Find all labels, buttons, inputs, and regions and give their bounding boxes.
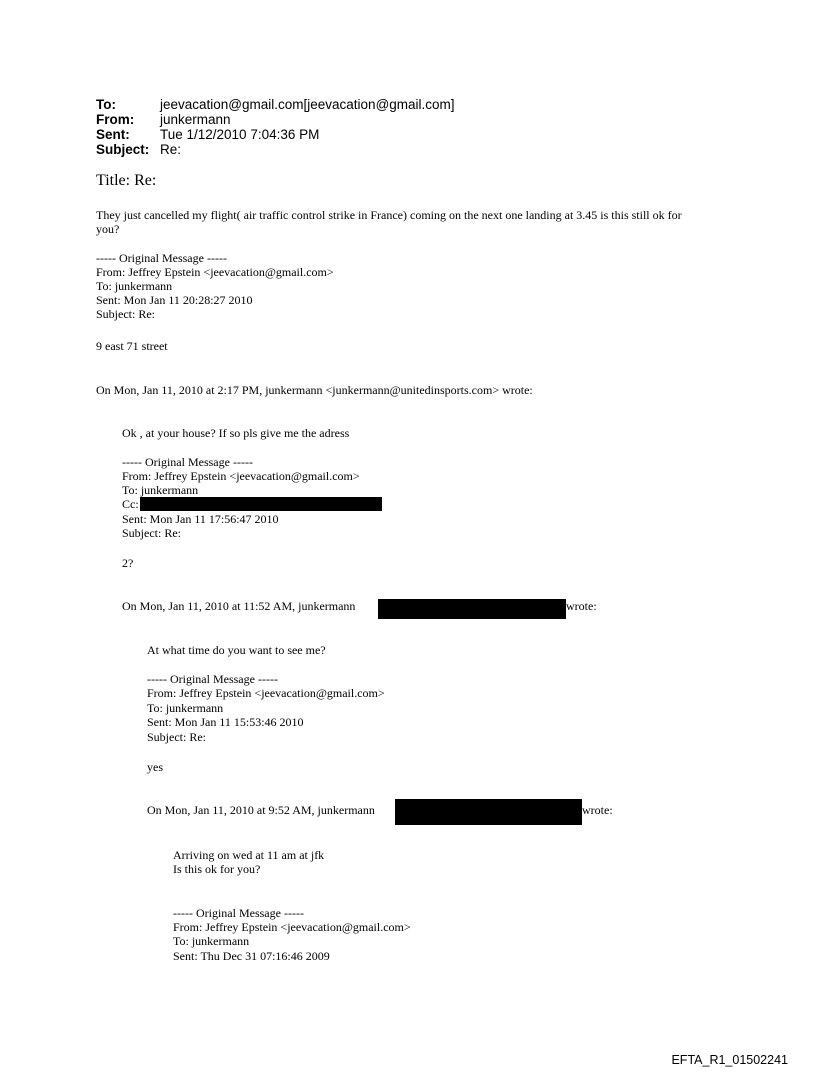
wrote-line-3-prefix: On Mon, Jan 11, 2010 at 9:52 AM, junkermann	[147, 803, 375, 817]
wrote-line-1: On Mon, Jan 11, 2010 at 2:17 PM, junkermann <junkermann@unitedinsports.com> wrote:	[96, 383, 533, 397]
quote2-body: At what time do you want to see me?	[147, 643, 326, 657]
quote3-separator: ----- Original Message -----	[173, 906, 304, 920]
redaction-bar	[140, 497, 382, 511]
header-from-row	[96, 112, 455, 127]
orig1-to: To: junkermann	[96, 279, 173, 293]
wrote-line-3-suffix: wrote:	[582, 803, 613, 817]
quote3-line-2: Is this ok for you?	[173, 862, 261, 876]
quote1-to: To: junkermann	[122, 483, 199, 497]
from-value: junkermann	[160, 112, 231, 127]
subject-value: Re:	[160, 142, 182, 157]
quote2-to: To: junkermann	[147, 701, 224, 715]
sent-label: Sent:	[96, 127, 130, 142]
header-sent-row	[96, 127, 455, 142]
email-header	[96, 97, 455, 157]
quote1-sent: Sent: Mon Jan 11 17:56:47 2010	[122, 512, 279, 526]
subject-label: Subject:	[96, 142, 150, 157]
message-title: Title: Re:	[96, 172, 157, 189]
quote2-from: From: Jeffrey Epstein <jeevacation@gmail.com>	[147, 686, 385, 700]
quote1-body: Ok , at your house? If so pls give me the adress	[122, 426, 350, 440]
wrote-line-2-suffix: wrote:	[566, 599, 597, 613]
quote2-separator: ----- Original Message -----	[147, 672, 278, 686]
redaction-bar	[378, 599, 566, 619]
orig1-body: 9 east 71 street	[96, 339, 168, 353]
quote1-separator: ----- Original Message -----	[122, 455, 253, 469]
quote1-reply: 2?	[122, 556, 134, 570]
body-line-2: you?	[96, 222, 120, 236]
header-subject-row	[96, 142, 455, 157]
document-id-footer: EFTA_R1_01502241	[671, 1053, 788, 1067]
quote2-sent: Sent: Mon Jan 11 15:53:46 2010	[147, 715, 304, 729]
wrote-line-2-prefix: On Mon, Jan 11, 2010 at 11:52 AM, junkermann	[122, 599, 356, 613]
quote3-line-1: Arriving on wed at 11 am at jfk	[173, 848, 325, 862]
quote3-from: From: Jeffrey Epstein <jeevacation@gmail.com>	[173, 920, 411, 934]
quote2-reply: yes	[147, 760, 163, 774]
quote1-from: From: Jeffrey Epstein <jeevacation@gmail.com>	[122, 469, 360, 483]
redaction-bar	[395, 799, 582, 825]
quote3-sent: Sent: Thu Dec 31 07:16:46 2009	[173, 949, 330, 963]
quote2-subject: Subject: Re:	[147, 730, 206, 744]
quote1-cc: Cc:	[122, 497, 139, 511]
header-to-row	[96, 97, 455, 112]
orig1-subject: Subject: Re:	[96, 307, 155, 321]
orig1-separator: ----- Original Message -----	[96, 251, 227, 265]
orig1-sent: Sent: Mon Jan 11 20:28:27 2010	[96, 293, 253, 307]
quote1-subject: Subject: Re:	[122, 526, 181, 540]
quote3-to: To: junkermann	[173, 934, 250, 948]
sent-value: Tue 1/12/2010 7:04:36 PM	[160, 127, 320, 142]
to-label: To:	[96, 97, 116, 112]
orig1-from: From: Jeffrey Epstein <jeevacation@gmail.com>	[96, 265, 334, 279]
to-value: jeevacation@gmail.com[jeevacation@gmail.com]	[160, 97, 455, 112]
from-label: From:	[96, 112, 135, 127]
body-line-1: They just cancelled my flight( air traffic control strike in France) coming on the next one landing at 3.45 is this still ok for	[96, 208, 682, 222]
